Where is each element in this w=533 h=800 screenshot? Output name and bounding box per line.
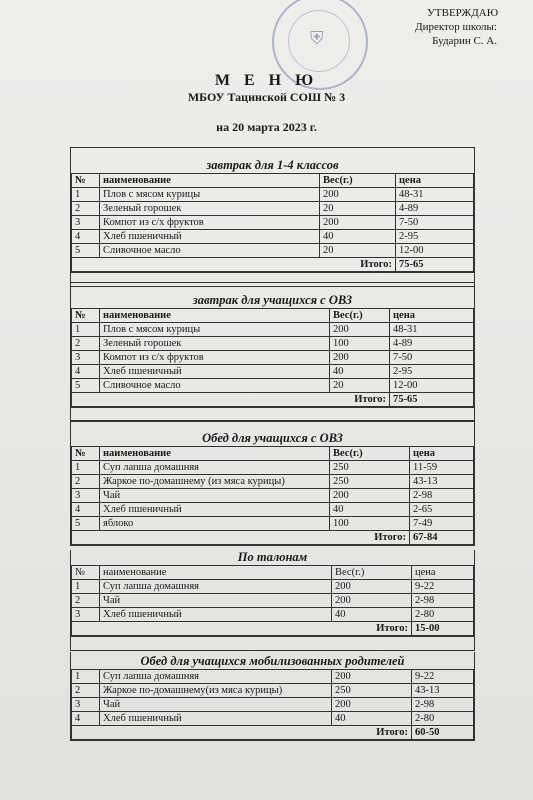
- col-number: №: [72, 174, 100, 188]
- menu-table: [71, 173, 474, 272]
- cell-name: Суп лапша домашняя: [100, 670, 332, 684]
- cell-price: 43-13: [410, 475, 474, 489]
- table-row: [72, 365, 474, 379]
- cell-weight: 200: [332, 580, 412, 594]
- total-value: 60-50: [412, 726, 474, 740]
- cell-weight: 100: [330, 337, 390, 351]
- table-header-row: [72, 447, 474, 461]
- col-name: наименование: [100, 566, 332, 580]
- cell-price: 9-22: [412, 580, 474, 594]
- table-row: [72, 188, 474, 202]
- approval-block: [415, 6, 497, 48]
- approval-title: УТВЕРЖДАЮ: [427, 7, 498, 19]
- cell-name: Хлеб пшеничный: [100, 230, 320, 244]
- cell-price: 2-95: [396, 230, 474, 244]
- total-label: Итого:: [72, 393, 390, 407]
- cell-weight: 200: [330, 351, 390, 365]
- menu-block-breakfast-1-4: [70, 147, 475, 287]
- block-title: Обед для учащихся с ОВЗ: [202, 431, 343, 445]
- table-row: [72, 202, 474, 216]
- table-row: [72, 351, 474, 365]
- cell-price: 2-98: [412, 698, 474, 712]
- total-row: [72, 531, 474, 545]
- cell-weight: 20: [320, 244, 396, 258]
- cell-weight: 250: [330, 461, 410, 475]
- cell-price: 43-13: [412, 684, 474, 698]
- cell-name: Жаркое по-домашнему(из мяса курицы): [100, 684, 332, 698]
- cell-price: 48-31: [396, 188, 474, 202]
- total-row: [72, 726, 474, 740]
- menu-block-breakfast-ovz: [70, 282, 475, 422]
- cell-number: 3: [72, 216, 100, 230]
- col-price: цена: [396, 174, 474, 188]
- col-name: наименование: [100, 174, 320, 188]
- table-row: [72, 608, 474, 622]
- table-row: [72, 337, 474, 351]
- block-title: Обед для учащихся мобилизованных родителей: [140, 654, 405, 668]
- cell-name: Сливочное масло: [100, 244, 320, 258]
- cell-number: 1: [72, 323, 100, 337]
- total-row: [72, 393, 474, 407]
- school-name: МБОУ Тацинской СОШ № 3: [187, 90, 346, 104]
- cell-number: 2: [72, 337, 100, 351]
- total-value: 75-65: [396, 258, 474, 272]
- cell-price: 4-89: [396, 202, 474, 216]
- menu-table: [71, 446, 474, 545]
- cell-number: 3: [72, 489, 100, 503]
- col-number: №: [72, 566, 100, 580]
- col-weight: Вес(г.): [330, 447, 410, 461]
- cell-price: 7-50: [396, 216, 474, 230]
- emblem-icon: ⛨: [310, 28, 324, 48]
- table-row: [72, 323, 474, 337]
- table-row: [72, 489, 474, 503]
- total-value: 67-84: [410, 531, 474, 545]
- table-row: [72, 244, 474, 258]
- cell-weight: 40: [320, 230, 396, 244]
- cell-weight: 200: [330, 489, 410, 503]
- cell-number: 5: [72, 379, 100, 393]
- cell-name: Зеленый горошек: [100, 202, 320, 216]
- approval-name: Бударин С. А.: [432, 35, 497, 47]
- col-number: №: [72, 309, 100, 323]
- cell-price: 7-50: [390, 351, 474, 365]
- table-row: [72, 475, 474, 489]
- total-label: Итого:: [72, 726, 412, 740]
- cell-number: 1: [72, 188, 100, 202]
- total-label: Итого:: [72, 531, 410, 545]
- table-row: [72, 684, 474, 698]
- menu-table: [71, 669, 474, 740]
- cell-number: 1: [72, 670, 100, 684]
- cell-number: 2: [72, 475, 100, 489]
- table-row: [72, 503, 474, 517]
- cell-weight: 40: [330, 503, 410, 517]
- cell-price: 11-59: [410, 461, 474, 475]
- cell-number: 4: [72, 365, 100, 379]
- cell-weight: 200: [332, 670, 412, 684]
- total-value: 75-65: [390, 393, 474, 407]
- cell-name: Суп лапша домашняя: [100, 580, 332, 594]
- cell-weight: 100: [330, 517, 410, 531]
- cell-number: 4: [72, 503, 100, 517]
- cell-number: 2: [72, 684, 100, 698]
- cell-name: Чай: [100, 698, 332, 712]
- cell-name: Зеленый горошек: [100, 337, 330, 351]
- cell-number: 2: [72, 594, 100, 608]
- menu-block-lunch-mobilized: [70, 652, 475, 741]
- table-header-row: [72, 174, 474, 188]
- table-row: [72, 230, 474, 244]
- cell-price: 2-65: [410, 503, 474, 517]
- block-title: завтрак для учащихся с ОВЗ: [192, 293, 353, 307]
- cell-number: 3: [72, 351, 100, 365]
- table-header-row: [72, 309, 474, 323]
- cell-price: 48-31: [390, 323, 474, 337]
- cell-name: Компот из с/х фруктов: [100, 216, 320, 230]
- cell-name: Сливочное масло: [100, 379, 330, 393]
- table-row: [72, 379, 474, 393]
- table-row: [72, 594, 474, 608]
- cell-name: Хлеб пшеничный: [100, 503, 330, 517]
- cell-name: яблоко: [100, 517, 330, 531]
- col-number: №: [72, 447, 100, 461]
- cell-weight: 200: [320, 216, 396, 230]
- cell-number: 2: [72, 202, 100, 216]
- total-label: Итого:: [72, 258, 396, 272]
- menu-table: [71, 565, 474, 636]
- menu-block-coupons: [70, 550, 475, 651]
- cell-name: Компот из с/х фруктов: [100, 351, 330, 365]
- cell-name: Чай: [100, 594, 332, 608]
- col-name: наименование: [100, 309, 330, 323]
- cell-name: Суп лапша домашняя: [100, 461, 330, 475]
- col-weight: Вес(г.): [332, 566, 412, 580]
- cell-weight: 20: [330, 379, 390, 393]
- table-row: [72, 216, 474, 230]
- cell-name: Плов с мясом курицы: [100, 188, 320, 202]
- cell-weight: 40: [332, 608, 412, 622]
- cell-name: Хлеб пшеничный: [100, 365, 330, 379]
- cell-number: 3: [72, 698, 100, 712]
- table-header-row: [72, 566, 474, 580]
- cell-weight: 20: [320, 202, 396, 216]
- cell-weight: 250: [332, 684, 412, 698]
- cell-number: 5: [72, 517, 100, 531]
- total-label: Итого:: [72, 622, 412, 636]
- col-price: цена: [410, 447, 474, 461]
- cell-price: 2-80: [412, 712, 474, 726]
- col-name: наименование: [100, 447, 330, 461]
- col-weight: Вес(г.): [330, 309, 390, 323]
- col-price: цена: [412, 566, 474, 580]
- table-row: [72, 712, 474, 726]
- menu-date: на 20 марта 2023 г.: [216, 120, 317, 134]
- table-row: [72, 670, 474, 684]
- table-row: [72, 461, 474, 475]
- spacer-row: [71, 636, 474, 650]
- cell-weight: 200: [332, 698, 412, 712]
- total-row: [72, 258, 474, 272]
- cell-weight: 40: [330, 365, 390, 379]
- cell-price: 12-00: [390, 379, 474, 393]
- cell-number: 1: [72, 580, 100, 594]
- cell-name: Хлеб пшеничный: [100, 712, 332, 726]
- block-title: завтрак для 1-4 классов: [206, 158, 339, 172]
- col-weight: Вес(г.): [320, 174, 396, 188]
- menu-block-lunch-ovz: [70, 420, 475, 546]
- cell-price: 2-98: [412, 594, 474, 608]
- menu-table: [71, 308, 474, 407]
- cell-weight: 200: [320, 188, 396, 202]
- table-row: [72, 580, 474, 594]
- cell-number: 4: [72, 712, 100, 726]
- cell-weight: 200: [332, 594, 412, 608]
- cell-price: 2-98: [410, 489, 474, 503]
- cell-number: 1: [72, 461, 100, 475]
- cell-name: Жаркое по-домашнему (из мяса курицы): [100, 475, 330, 489]
- cell-weight: 200: [330, 323, 390, 337]
- spacer-row: [71, 407, 474, 421]
- cell-number: 5: [72, 244, 100, 258]
- total-value: 15-00: [412, 622, 474, 636]
- cell-weight: 250: [330, 475, 410, 489]
- cell-name: Хлеб пшеничный: [100, 608, 332, 622]
- cell-price: 12-00: [396, 244, 474, 258]
- cell-price: 2-80: [412, 608, 474, 622]
- block-title: По талонам: [237, 550, 308, 564]
- cell-name: Плов с мясом курицы: [100, 323, 330, 337]
- cell-price: 7-49: [410, 517, 474, 531]
- cell-name: Чай: [100, 489, 330, 503]
- cell-price: 9-22: [412, 670, 474, 684]
- col-price: цена: [390, 309, 474, 323]
- cell-weight: 40: [332, 712, 412, 726]
- cell-number: 4: [72, 230, 100, 244]
- page-title: М Е Н Ю: [214, 72, 319, 89]
- total-row: [72, 622, 474, 636]
- table-row: [72, 698, 474, 712]
- cell-number: 3: [72, 608, 100, 622]
- approval-position: Директор школы:: [415, 21, 497, 33]
- table-row: [72, 517, 474, 531]
- cell-price: 4-89: [390, 337, 474, 351]
- cell-price: 2-95: [390, 365, 474, 379]
